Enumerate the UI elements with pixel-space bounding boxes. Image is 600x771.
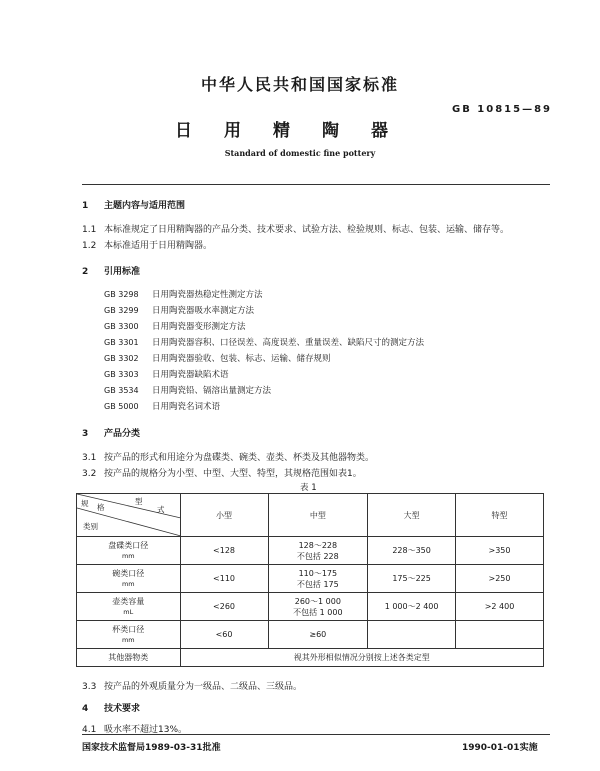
reference-item: GB 3303 日用陶瓷器缺陷术语 [104,370,229,380]
row-label: 其他器物类 [77,649,181,667]
table-caption: 表 1 [300,483,317,493]
reference-item: GB 3302 日用陶瓷器验收、包装、标志、运输、储存规则 [104,354,331,364]
table-row [77,565,544,593]
table-header-row [77,494,544,537]
cell-special [456,621,544,649]
english-subtitle: Standard of domestic fine pottery [224,148,376,158]
cell-other-span: 视其外形相似情况分别按上述各类定型 [180,649,543,667]
reference-item: GB 3298 日用陶瓷器热稳定性测定方法 [104,290,263,300]
table-corner-cell [77,494,181,537]
cell-medium: ≥60 [268,621,368,649]
row-label: 杯类口径 mm [77,621,181,649]
table-row [77,593,544,621]
section-2-heading: 2 引用标准 [82,267,141,277]
column-header-medium: 中型 [268,494,368,537]
cell-small: <110 [180,565,268,593]
cell-medium: 110～175 不包括 175 [268,565,368,593]
corner-label-top: 型 [135,497,143,506]
specification-table [76,493,544,667]
clause-4-1: 4.1 吸水率不超过13%。 [82,725,188,735]
effective-date: 1990-01-01实施 [462,743,538,753]
top-rule [82,184,550,185]
section-4-heading: 4 技术要求 [82,704,141,714]
cell-medium: 260～1 000 不包括 1 000 [268,593,368,621]
table-row-other [77,649,544,667]
column-header-small: 小型 [180,494,268,537]
clause-1-1: 1.1 本标准规定了日用精陶器的产品分类、技术要求、试验方法、检验规则、标志、包装、运输、储存等。 [82,225,510,235]
issuing-organization: 中华人民共和国国家标准 [200,75,399,94]
cell-large: 228～350 [368,537,456,565]
document-title: 日用精陶器 [175,121,420,141]
reference-item: GB 3301 日用陶瓷器容积、口径误差、高度误差、重量误差、缺陷尺寸的测定方法 [104,338,425,348]
corner-label-left2: 格 [97,503,105,512]
cell-special: >350 [456,537,544,565]
standard-number: GB 10815—89 [452,104,553,115]
row-label: 盘碟类口径 mm [77,537,181,565]
row-label: 壶类容量 mL [77,593,181,621]
table-row [77,537,544,565]
clause-3-1: 3.1 按产品的形式和用途分为盘碟类、碗类、壶类、杯类及其他器物类。 [82,453,375,463]
bottom-rule [82,734,550,735]
cell-large: 175～225 [368,565,456,593]
cell-special: >250 [456,565,544,593]
reference-item: GB 5000 日用陶瓷名词术语 [104,402,221,412]
column-header-special: 特型 [456,494,544,537]
row-label: 碗类口径 mm [77,565,181,593]
cell-medium: 128～228 不包括 228 [268,537,368,565]
reference-item: GB 3534 日用陶瓷铅、镉溶出量测定方法 [104,386,272,396]
cell-small: <260 [180,593,268,621]
column-header-large: 大型 [368,494,456,537]
table-row [77,621,544,649]
approval-info: 国家技术监督局1989-03-31批准 [82,743,221,753]
corner-label-bottom: 类别 [83,522,98,531]
cell-special: >2 400 [456,593,544,621]
corner-label-left1: 规 [81,499,89,508]
cell-small: <128 [180,537,268,565]
clause-3-2: 3.2 按产品的规格分为小型、中型、大型、特型，其规格范围如表1。 [82,469,362,479]
section-3-heading: 3 产品分类 [82,429,141,439]
cell-small: <60 [180,621,268,649]
cell-large: 1 000～2 400 [368,593,456,621]
section-1-heading: 1 主题内容与适用范围 [82,201,186,211]
cell-large [368,621,456,649]
reference-item: GB 3300 日用陶瓷器变形测定方法 [104,322,246,332]
reference-item: GB 3299 日用陶瓷器吸水率测定方法 [104,306,255,316]
clause-1-2: 1.2 本标准适用于日用精陶器。 [82,241,213,251]
clause-3-3: 3.3 按产品的外观质量分为一级品、二级品、三级品。 [82,682,303,692]
corner-label-mid: 式 [157,505,165,514]
